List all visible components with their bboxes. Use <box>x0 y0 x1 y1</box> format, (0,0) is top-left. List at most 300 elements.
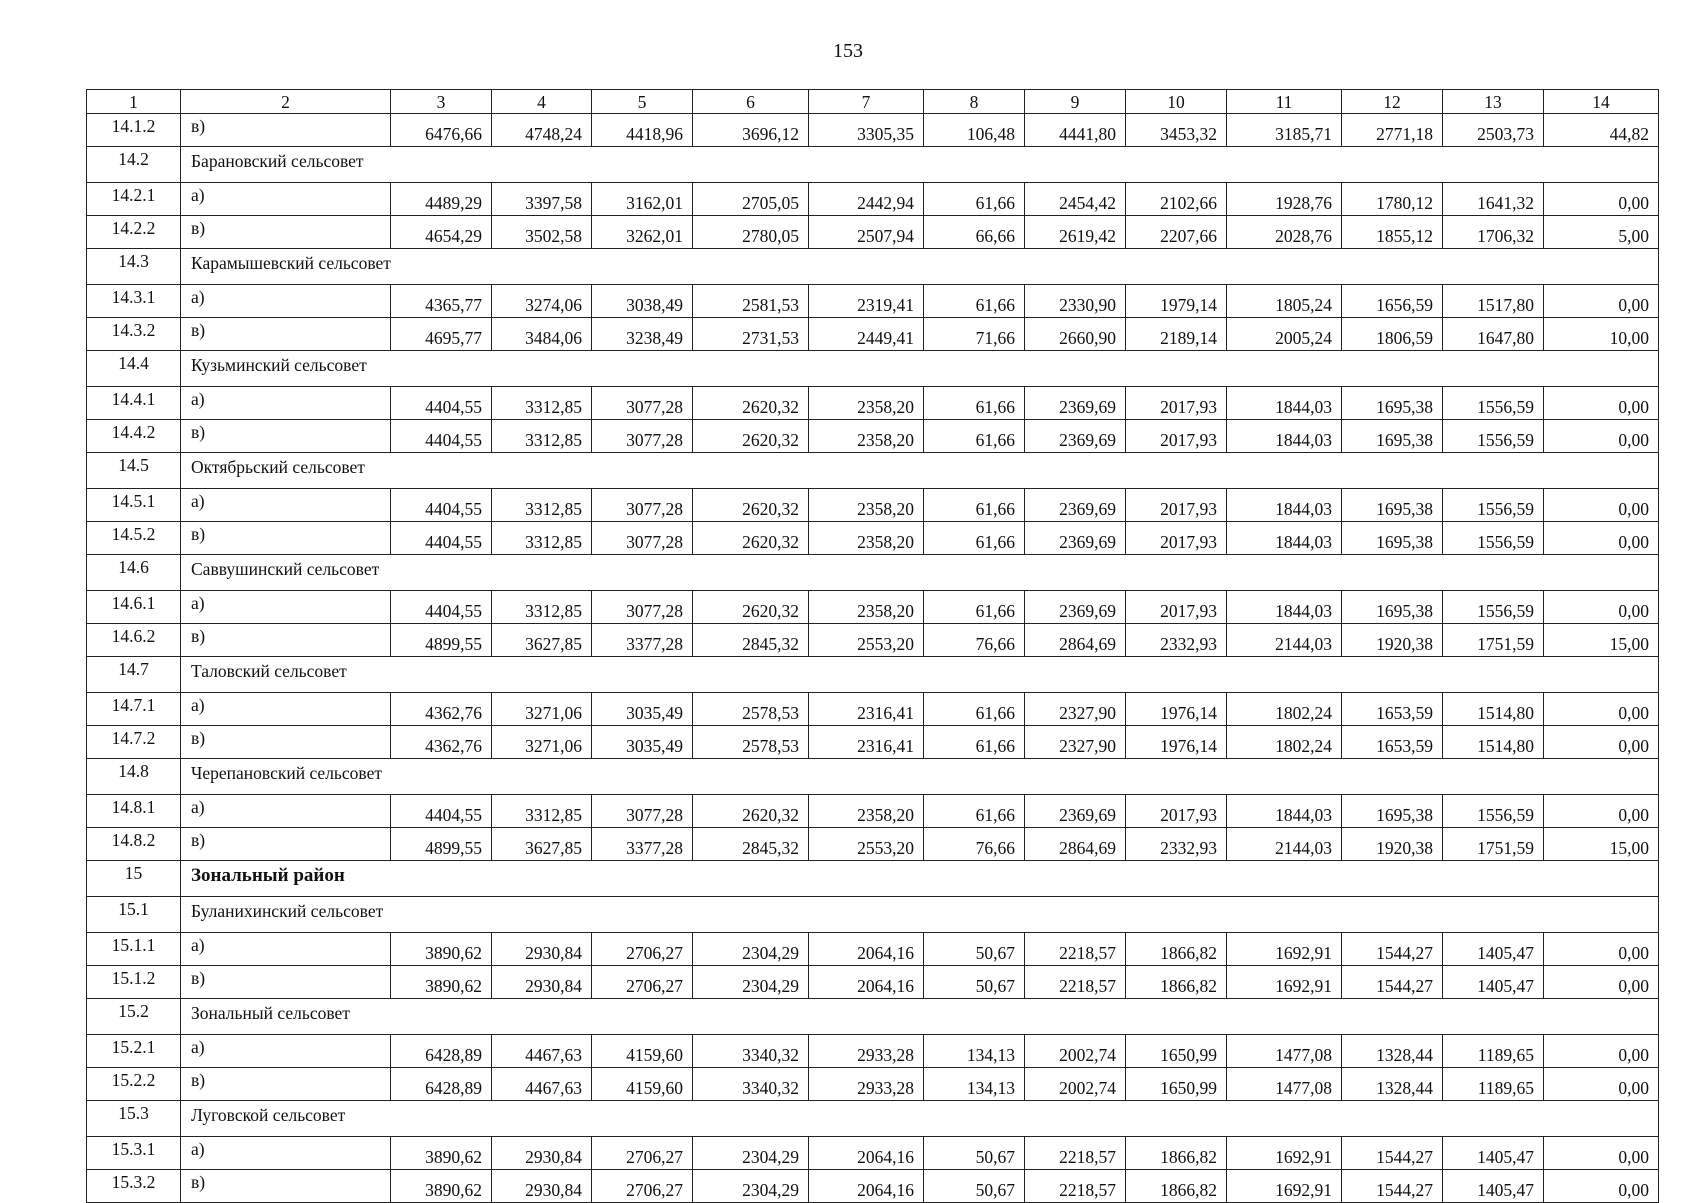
row-code: 15.1 <box>87 897 181 933</box>
value-cell: 1695,38 <box>1342 795 1443 828</box>
value-cell: 3890,62 <box>391 1137 492 1170</box>
row-variant: а) <box>181 183 391 216</box>
row-code: 14.6.1 <box>87 591 181 624</box>
value-cell: 2369,69 <box>1025 522 1126 555</box>
value-cell: 61,66 <box>924 726 1025 759</box>
value-cell: 50,67 <box>924 1137 1025 1170</box>
value-cell: 4899,55 <box>391 624 492 657</box>
settlement-name: Буланихинский сельсовет <box>181 897 1659 933</box>
value-cell: 2930,84 <box>492 933 592 966</box>
value-cell: 1751,59 <box>1443 624 1544 657</box>
value-cell: 1976,14 <box>1126 726 1227 759</box>
row-variant: в) <box>181 966 391 999</box>
value-cell: 4489,29 <box>391 183 492 216</box>
row-code: 14.4.1 <box>87 387 181 420</box>
value-cell: 2319,41 <box>809 285 924 318</box>
settlement-name: Черепановский сельсовет <box>181 759 1659 795</box>
value-cell: 2620,32 <box>693 522 809 555</box>
value-cell: 61,66 <box>924 693 1025 726</box>
row-variant: а) <box>181 1137 391 1170</box>
row-code: 14.3 <box>87 249 181 285</box>
value-cell: 4404,55 <box>391 420 492 453</box>
value-cell: 71,66 <box>924 318 1025 351</box>
value-cell: 1556,59 <box>1443 387 1544 420</box>
value-cell: 3890,62 <box>391 1170 492 1203</box>
row-code: 14.8.1 <box>87 795 181 828</box>
value-cell: 2369,69 <box>1025 591 1126 624</box>
row-code: 15 <box>87 861 181 897</box>
settlement-name: Кузьминский сельсовет <box>181 351 1659 387</box>
value-cell: 0,00 <box>1544 795 1659 828</box>
value-cell: 2620,32 <box>693 489 809 522</box>
column-number-cell: 7 <box>809 90 924 114</box>
settlement-row <box>87 351 1659 387</box>
value-cell: 2864,69 <box>1025 828 1126 861</box>
table-row <box>87 1170 1659 1203</box>
value-cell: 61,66 <box>924 387 1025 420</box>
row-variant: в) <box>181 1170 391 1203</box>
value-cell: 61,66 <box>924 183 1025 216</box>
value-cell: 1514,80 <box>1443 726 1544 759</box>
row-code: 14.3.2 <box>87 318 181 351</box>
column-number-cell: 11 <box>1227 90 1342 114</box>
value-cell: 2619,42 <box>1025 216 1126 249</box>
value-cell: 3077,28 <box>592 387 693 420</box>
table-row <box>87 624 1659 657</box>
value-cell: 3271,06 <box>492 726 592 759</box>
value-cell: 0,00 <box>1544 285 1659 318</box>
settlement-name: Карамышевский сельсовет <box>181 249 1659 285</box>
value-cell: 0,00 <box>1544 420 1659 453</box>
value-cell: 2304,29 <box>693 966 809 999</box>
value-cell: 1650,99 <box>1126 1068 1227 1101</box>
column-number-cell: 1 <box>87 90 181 114</box>
value-cell: 1844,03 <box>1227 387 1342 420</box>
value-cell: 3397,58 <box>492 183 592 216</box>
value-cell: 3271,06 <box>492 693 592 726</box>
value-cell: 2064,16 <box>809 933 924 966</box>
value-cell: 0,00 <box>1544 966 1659 999</box>
value-cell: 1805,24 <box>1227 285 1342 318</box>
value-cell: 2330,90 <box>1025 285 1126 318</box>
table-row <box>87 966 1659 999</box>
value-cell: 2358,20 <box>809 795 924 828</box>
value-cell: 2864,69 <box>1025 624 1126 657</box>
value-cell: 3185,71 <box>1227 114 1342 147</box>
row-variant: а) <box>181 1035 391 1068</box>
value-cell: 3077,28 <box>592 795 693 828</box>
row-variant: а) <box>181 285 391 318</box>
value-cell: 0,00 <box>1544 183 1659 216</box>
value-cell: 2358,20 <box>809 489 924 522</box>
value-cell: 2369,69 <box>1025 387 1126 420</box>
value-cell: 4404,55 <box>391 489 492 522</box>
value-cell: 10,00 <box>1544 318 1659 351</box>
value-cell: 15,00 <box>1544 624 1659 657</box>
row-code: 14.1.2 <box>87 114 181 147</box>
value-cell: 1844,03 <box>1227 489 1342 522</box>
value-cell: 134,13 <box>924 1068 1025 1101</box>
value-cell: 3312,85 <box>492 591 592 624</box>
row-variant: а) <box>181 387 391 420</box>
value-cell: 4159,60 <box>592 1035 693 1068</box>
value-cell: 2358,20 <box>809 522 924 555</box>
value-cell: 4362,76 <box>391 726 492 759</box>
value-cell: 2189,14 <box>1126 318 1227 351</box>
column-number-cell: 10 <box>1126 90 1227 114</box>
row-code: 14.6.2 <box>87 624 181 657</box>
value-cell: 1928,76 <box>1227 183 1342 216</box>
value-cell: 1695,38 <box>1342 387 1443 420</box>
row-variant: в) <box>181 726 391 759</box>
value-cell: 4418,96 <box>592 114 693 147</box>
value-cell: 2332,93 <box>1126 624 1227 657</box>
value-cell: 2017,93 <box>1126 591 1227 624</box>
value-cell: 44,82 <box>1544 114 1659 147</box>
value-cell: 1514,80 <box>1443 693 1544 726</box>
row-code: 15.2.1 <box>87 1035 181 1068</box>
value-cell: 4404,55 <box>391 522 492 555</box>
value-cell: 2933,28 <box>809 1068 924 1101</box>
row-code: 15.3.1 <box>87 1137 181 1170</box>
value-cell: 1556,59 <box>1443 420 1544 453</box>
value-cell: 76,66 <box>924 828 1025 861</box>
value-cell: 1544,27 <box>1342 1137 1443 1170</box>
value-cell: 61,66 <box>924 795 1025 828</box>
value-cell: 2731,53 <box>693 318 809 351</box>
table-row <box>87 693 1659 726</box>
value-cell: 0,00 <box>1544 1170 1659 1203</box>
row-variant: в) <box>181 114 391 147</box>
row-variant: в) <box>181 624 391 657</box>
row-code: 14.5.2 <box>87 522 181 555</box>
value-cell: 1653,59 <box>1342 693 1443 726</box>
value-cell: 3262,01 <box>592 216 693 249</box>
value-cell: 3238,49 <box>592 318 693 351</box>
value-cell: 2358,20 <box>809 420 924 453</box>
row-variant: в) <box>181 522 391 555</box>
value-cell: 134,13 <box>924 1035 1025 1068</box>
value-cell: 2620,32 <box>693 795 809 828</box>
value-cell: 4654,29 <box>391 216 492 249</box>
value-cell: 1189,65 <box>1443 1035 1544 1068</box>
value-cell: 2553,20 <box>809 624 924 657</box>
value-cell: 2369,69 <box>1025 795 1126 828</box>
value-cell: 2327,90 <box>1025 693 1126 726</box>
value-cell: 1189,65 <box>1443 1068 1544 1101</box>
value-cell: 3627,85 <box>492 828 592 861</box>
value-cell: 2017,93 <box>1126 795 1227 828</box>
value-cell: 3305,35 <box>809 114 924 147</box>
value-cell: 1544,27 <box>1342 966 1443 999</box>
value-cell: 2706,27 <box>592 966 693 999</box>
value-cell: 1706,32 <box>1443 216 1544 249</box>
settlement-row <box>87 897 1659 933</box>
value-cell: 2553,20 <box>809 828 924 861</box>
table-row <box>87 420 1659 453</box>
value-cell: 2660,90 <box>1025 318 1126 351</box>
table-row <box>87 318 1659 351</box>
row-code: 15.3 <box>87 1101 181 1137</box>
value-cell: 4467,63 <box>492 1035 592 1068</box>
row-variant: а) <box>181 489 391 522</box>
value-cell: 61,66 <box>924 489 1025 522</box>
row-code: 15.1.2 <box>87 966 181 999</box>
row-variant: в) <box>181 216 391 249</box>
value-cell: 1920,38 <box>1342 828 1443 861</box>
row-code: 14.4 <box>87 351 181 387</box>
page-number: 153 <box>833 40 863 62</box>
value-cell: 2002,74 <box>1025 1068 1126 1101</box>
value-cell: 61,66 <box>924 285 1025 318</box>
value-cell: 15,00 <box>1544 828 1659 861</box>
value-cell: 2620,32 <box>693 591 809 624</box>
row-variant: в) <box>181 420 391 453</box>
settlement-row <box>87 147 1659 183</box>
value-cell: 50,67 <box>924 1170 1025 1203</box>
row-code: 15.1.1 <box>87 933 181 966</box>
value-cell: 4404,55 <box>391 387 492 420</box>
value-cell: 1656,59 <box>1342 285 1443 318</box>
row-code: 14.5 <box>87 453 181 489</box>
value-cell: 3377,28 <box>592 624 693 657</box>
value-cell: 0,00 <box>1544 693 1659 726</box>
row-variant: в) <box>181 318 391 351</box>
column-number-cell: 12 <box>1342 90 1443 114</box>
value-cell: 2930,84 <box>492 1137 592 1170</box>
value-cell: 3077,28 <box>592 489 693 522</box>
table-row <box>87 216 1659 249</box>
settlement-name: Таловский сельсовет <box>181 657 1659 693</box>
value-cell: 1979,14 <box>1126 285 1227 318</box>
column-number-cell: 6 <box>693 90 809 114</box>
value-cell: 1692,91 <box>1227 933 1342 966</box>
table-row <box>87 285 1659 318</box>
value-cell: 2771,18 <box>1342 114 1443 147</box>
row-code: 15.2.2 <box>87 1068 181 1101</box>
value-cell: 2102,66 <box>1126 183 1227 216</box>
value-cell: 4404,55 <box>391 591 492 624</box>
value-cell: 4467,63 <box>492 1068 592 1101</box>
value-cell: 2002,74 <box>1025 1035 1126 1068</box>
column-number-cell: 5 <box>592 90 693 114</box>
value-cell: 2017,93 <box>1126 420 1227 453</box>
value-cell: 3453,32 <box>1126 114 1227 147</box>
value-cell: 1556,59 <box>1443 522 1544 555</box>
row-code: 14.7 <box>87 657 181 693</box>
table-row <box>87 522 1659 555</box>
settlement-name: Зональный сельсовет <box>181 999 1659 1035</box>
row-code: 14.2.1 <box>87 183 181 216</box>
value-cell: 3696,12 <box>693 114 809 147</box>
value-cell: 3312,85 <box>492 522 592 555</box>
value-cell: 2581,53 <box>693 285 809 318</box>
value-cell: 4362,76 <box>391 693 492 726</box>
table-row <box>87 387 1659 420</box>
value-cell: 4441,80 <box>1025 114 1126 147</box>
value-cell: 1641,32 <box>1443 183 1544 216</box>
settlement-row <box>87 1101 1659 1137</box>
value-cell: 2369,69 <box>1025 489 1126 522</box>
value-cell: 0,00 <box>1544 591 1659 624</box>
row-code: 14.2.2 <box>87 216 181 249</box>
value-cell: 0,00 <box>1544 489 1659 522</box>
value-cell: 3312,85 <box>492 420 592 453</box>
table-row <box>87 1137 1659 1170</box>
settlement-row <box>87 453 1659 489</box>
value-cell: 1806,59 <box>1342 318 1443 351</box>
value-cell: 2449,41 <box>809 318 924 351</box>
value-cell: 0,00 <box>1544 726 1659 759</box>
value-cell: 3077,28 <box>592 420 693 453</box>
value-cell: 2780,05 <box>693 216 809 249</box>
value-cell: 1855,12 <box>1342 216 1443 249</box>
value-cell: 2064,16 <box>809 1170 924 1203</box>
settlement-name: Луговской сельсовет <box>181 1101 1659 1137</box>
row-code: 14.6 <box>87 555 181 591</box>
value-cell: 2620,32 <box>693 420 809 453</box>
value-cell: 1405,47 <box>1443 1137 1544 1170</box>
value-cell: 61,66 <box>924 522 1025 555</box>
row-variant: в) <box>181 1068 391 1101</box>
value-cell: 1544,27 <box>1342 1170 1443 1203</box>
value-cell: 2064,16 <box>809 966 924 999</box>
table-row <box>87 1035 1659 1068</box>
value-cell: 1844,03 <box>1227 591 1342 624</box>
value-cell: 2507,94 <box>809 216 924 249</box>
value-cell: 1405,47 <box>1443 933 1544 966</box>
value-cell: 2933,28 <box>809 1035 924 1068</box>
table-row <box>87 933 1659 966</box>
value-cell: 3077,28 <box>592 522 693 555</box>
row-variant: в) <box>181 828 391 861</box>
value-cell: 1866,82 <box>1126 1137 1227 1170</box>
column-number-row <box>87 90 1659 114</box>
row-code: 14.2 <box>87 147 181 183</box>
value-cell: 2442,94 <box>809 183 924 216</box>
value-cell: 6476,66 <box>391 114 492 147</box>
value-cell: 3502,58 <box>492 216 592 249</box>
value-cell: 66,66 <box>924 216 1025 249</box>
value-cell: 1556,59 <box>1443 591 1544 624</box>
district-name: Зональный район <box>181 861 1659 897</box>
settlement-row <box>87 657 1659 693</box>
value-cell: 1866,82 <box>1126 966 1227 999</box>
value-cell: 2845,32 <box>693 624 809 657</box>
value-cell: 1802,24 <box>1227 726 1342 759</box>
settlement-name: Саввушинский сельсовет <box>181 555 1659 591</box>
value-cell: 1844,03 <box>1227 522 1342 555</box>
column-number-cell: 2 <box>181 90 391 114</box>
value-cell: 3038,49 <box>592 285 693 318</box>
settlement-row <box>87 249 1659 285</box>
value-cell: 3484,06 <box>492 318 592 351</box>
value-cell: 2706,27 <box>592 1170 693 1203</box>
settlement-row <box>87 999 1659 1035</box>
row-code: 14.5.1 <box>87 489 181 522</box>
value-cell: 1780,12 <box>1342 183 1443 216</box>
value-cell: 2930,84 <box>492 966 592 999</box>
table-row <box>87 489 1659 522</box>
value-cell: 1544,27 <box>1342 933 1443 966</box>
value-cell: 2578,53 <box>693 726 809 759</box>
value-cell: 6428,89 <box>391 1068 492 1101</box>
row-code: 14.4.2 <box>87 420 181 453</box>
value-cell: 2218,57 <box>1025 933 1126 966</box>
value-cell: 2705,05 <box>693 183 809 216</box>
value-cell: 1695,38 <box>1342 420 1443 453</box>
value-cell: 1920,38 <box>1342 624 1443 657</box>
value-cell: 2304,29 <box>693 933 809 966</box>
value-cell: 4695,77 <box>391 318 492 351</box>
value-cell: 1650,99 <box>1126 1035 1227 1068</box>
row-code: 14.3.1 <box>87 285 181 318</box>
value-cell: 2706,27 <box>592 933 693 966</box>
value-cell: 1647,80 <box>1443 318 1544 351</box>
value-cell: 2930,84 <box>492 1170 592 1203</box>
column-number-cell: 14 <box>1544 90 1659 114</box>
value-cell: 3162,01 <box>592 183 693 216</box>
value-cell: 1844,03 <box>1227 420 1342 453</box>
table-row <box>87 114 1659 147</box>
value-cell: 1802,24 <box>1227 693 1342 726</box>
value-cell: 2845,32 <box>693 828 809 861</box>
value-cell: 76,66 <box>924 624 1025 657</box>
row-variant: а) <box>181 591 391 624</box>
value-cell: 0,00 <box>1544 1137 1659 1170</box>
row-variant: а) <box>181 933 391 966</box>
value-cell: 1695,38 <box>1342 591 1443 624</box>
value-cell: 3312,85 <box>492 795 592 828</box>
value-cell: 1517,80 <box>1443 285 1544 318</box>
value-cell: 2327,90 <box>1025 726 1126 759</box>
value-cell: 2620,32 <box>693 387 809 420</box>
value-cell: 2316,41 <box>809 693 924 726</box>
value-cell: 2454,42 <box>1025 183 1126 216</box>
value-cell: 2369,69 <box>1025 420 1126 453</box>
value-cell: 2503,73 <box>1443 114 1544 147</box>
value-cell: 2218,57 <box>1025 1137 1126 1170</box>
value-cell: 2017,93 <box>1126 489 1227 522</box>
column-number-cell: 13 <box>1443 90 1544 114</box>
value-cell: 2358,20 <box>809 387 924 420</box>
value-cell: 2144,03 <box>1227 828 1342 861</box>
value-cell: 3035,49 <box>592 726 693 759</box>
row-code: 15.2 <box>87 999 181 1035</box>
value-cell: 1477,08 <box>1227 1068 1342 1101</box>
row-code: 15.3.2 <box>87 1170 181 1203</box>
value-cell: 2358,20 <box>809 591 924 624</box>
value-cell: 3312,85 <box>492 387 592 420</box>
value-cell: 2218,57 <box>1025 1170 1126 1203</box>
value-cell: 1976,14 <box>1126 693 1227 726</box>
row-code: 14.7.2 <box>87 726 181 759</box>
value-cell: 1328,44 <box>1342 1068 1443 1101</box>
value-cell: 106,48 <box>924 114 1025 147</box>
value-cell: 2578,53 <box>693 693 809 726</box>
value-cell: 1405,47 <box>1443 1170 1544 1203</box>
value-cell: 3077,28 <box>592 591 693 624</box>
value-cell: 2316,41 <box>809 726 924 759</box>
column-number-cell: 4 <box>492 90 592 114</box>
value-cell: 3627,85 <box>492 624 592 657</box>
settlement-row <box>87 555 1659 591</box>
value-cell: 0,00 <box>1544 933 1659 966</box>
district-row <box>87 861 1659 897</box>
value-cell: 3340,32 <box>693 1068 809 1101</box>
value-cell: 1866,82 <box>1126 1170 1227 1203</box>
value-cell: 1477,08 <box>1227 1035 1342 1068</box>
